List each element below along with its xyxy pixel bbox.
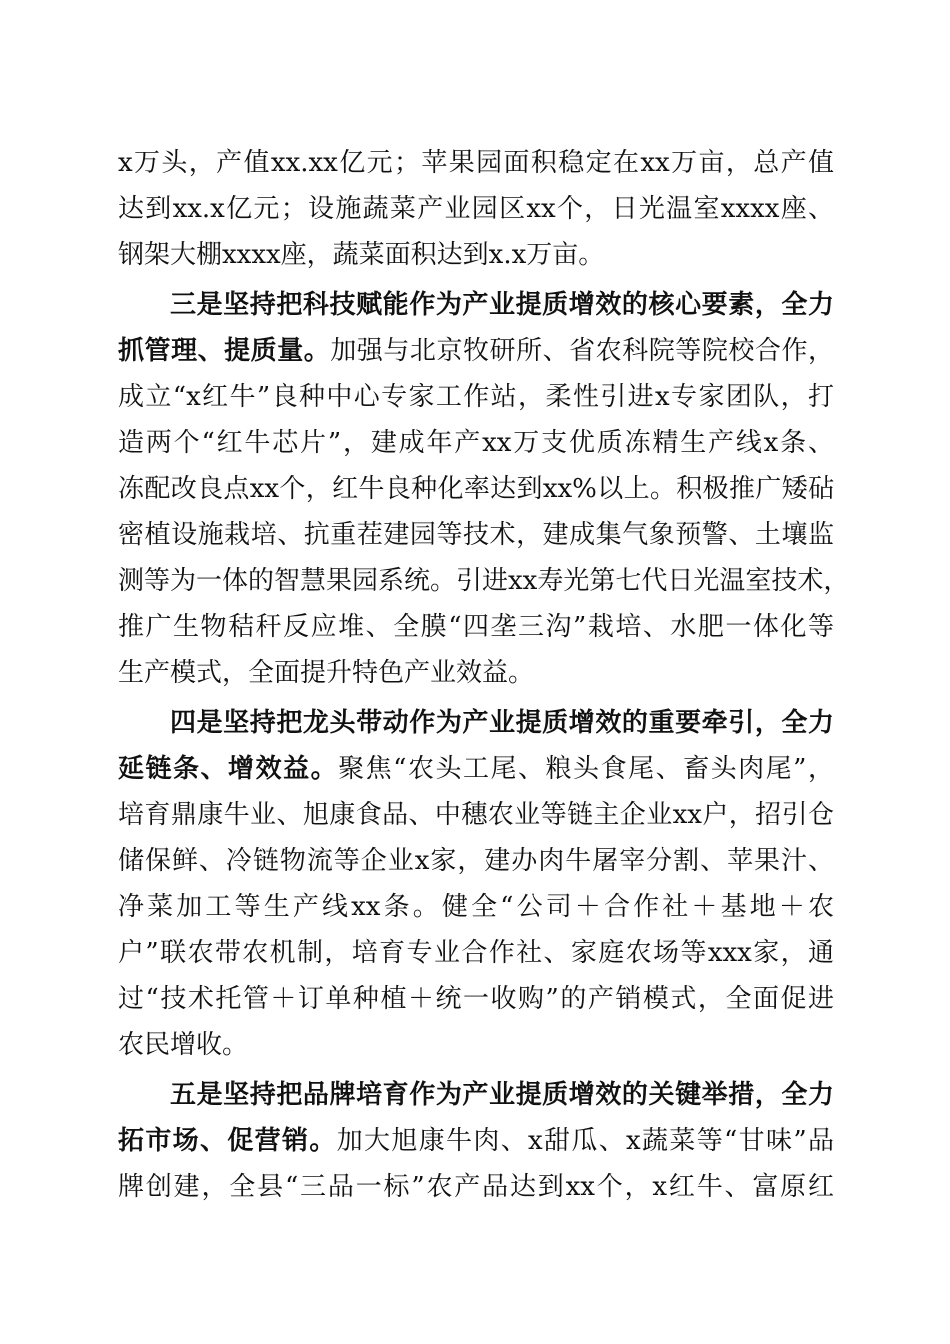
paragraph-lead: 三是坚持把科技赋能作为产业提质增效的核心要素，全力 (170, 290, 834, 320)
paragraph-five (118, 1072, 834, 1210)
paragraph-line: 密植设施栽培、抗重茬建园等技术，建成集气象预警、土壤监 (118, 520, 834, 550)
paragraph-line (118, 328, 834, 374)
paragraph-lead: 抓管理、提质量。 (118, 336, 331, 366)
paragraph-line: 净菜加工等生产线xx条。健全“公司＋合作社＋基地＋农 (118, 892, 834, 922)
paragraph-text: 聚焦“农头工尾、粮头食尾、畜头肉尾”， (338, 754, 834, 784)
paragraph-line: x万头，产值xx.xx亿元；苹果园面积稳定在xx万亩，总产值 (118, 148, 834, 178)
paragraph-line: 牌创建，全县“三品一标”农产品达到xx个，x红牛、富原红 (118, 1172, 834, 1202)
paragraph-line: 推广生物秸秆反应堆、全膜“四垄三沟”栽培、水肥一体化等 (118, 612, 834, 642)
paragraph-line: 生产模式，全面提升特色产业效益。 (118, 658, 535, 688)
paragraph-line (118, 700, 834, 746)
paragraph-line: 成立“x红牛”良种中心专家工作站，柔性引进x专家团队，打 (118, 382, 834, 412)
paragraph-lead: 四是坚持把龙头带动作为产业提质增效的重要牵引，全力 (170, 708, 834, 738)
paragraph-line: 测等为一体的智慧果园系统。引进xx寿光第七代日光温室技术， (118, 566, 850, 596)
paragraph-lead: 五是坚持把品牌培育作为产业提质增效的关键举措，全力 (170, 1080, 834, 1110)
paragraph-line: 钢架大棚xxxx座，蔬菜面积达到x.x万亩。 (118, 240, 605, 270)
paragraph-line: 过“技术托管＋订单种植＋统一收购”的产销模式，全面促进 (118, 984, 834, 1014)
paragraph-line: 户”联农带农机制，培育专业合作社、家庭农场等xxx家，通 (118, 938, 834, 968)
document-body (118, 140, 850, 1210)
paragraph-line (118, 282, 834, 328)
paragraph-line: 冻配改良点xx个，红牛良种化率达到xx%以上。积极推广矮砧 (118, 474, 834, 504)
paragraph-line: 培育鼎康牛业、旭康食品、中穗农业等链主企业xx户，招引仓 (118, 800, 834, 830)
paragraph-line (118, 1072, 834, 1118)
paragraph-line: 储保鲜、冷链物流等企业x家，建办肉牛屠宰分割、苹果汁、 (118, 846, 834, 876)
paragraph-lead: 延链条、增效益。 (118, 754, 339, 784)
paragraph-line: 造两个“红牛芯片”，建成年产xx万支优质冻精生产线x条、 (118, 428, 834, 458)
paragraph-line (118, 746, 834, 792)
paragraph-line: 达到xx.x亿元；设施蔬菜产业园区xx个，日光温室xxxx座、 (118, 194, 834, 224)
paragraph-continued (118, 140, 834, 278)
paragraph-three (118, 282, 850, 696)
paragraph-text: 加大旭康牛肉、x甜瓜、x蔬菜等“甘味”品 (336, 1126, 834, 1156)
paragraph-text: 加强与北京牧研所、省农科院等院校合作， (330, 336, 834, 366)
paragraph-line (118, 1118, 834, 1164)
paragraph-lead: 拓市场、促营销。 (118, 1126, 337, 1156)
paragraph-four (118, 700, 834, 1068)
paragraph-line: 农民增收。 (118, 1030, 249, 1060)
